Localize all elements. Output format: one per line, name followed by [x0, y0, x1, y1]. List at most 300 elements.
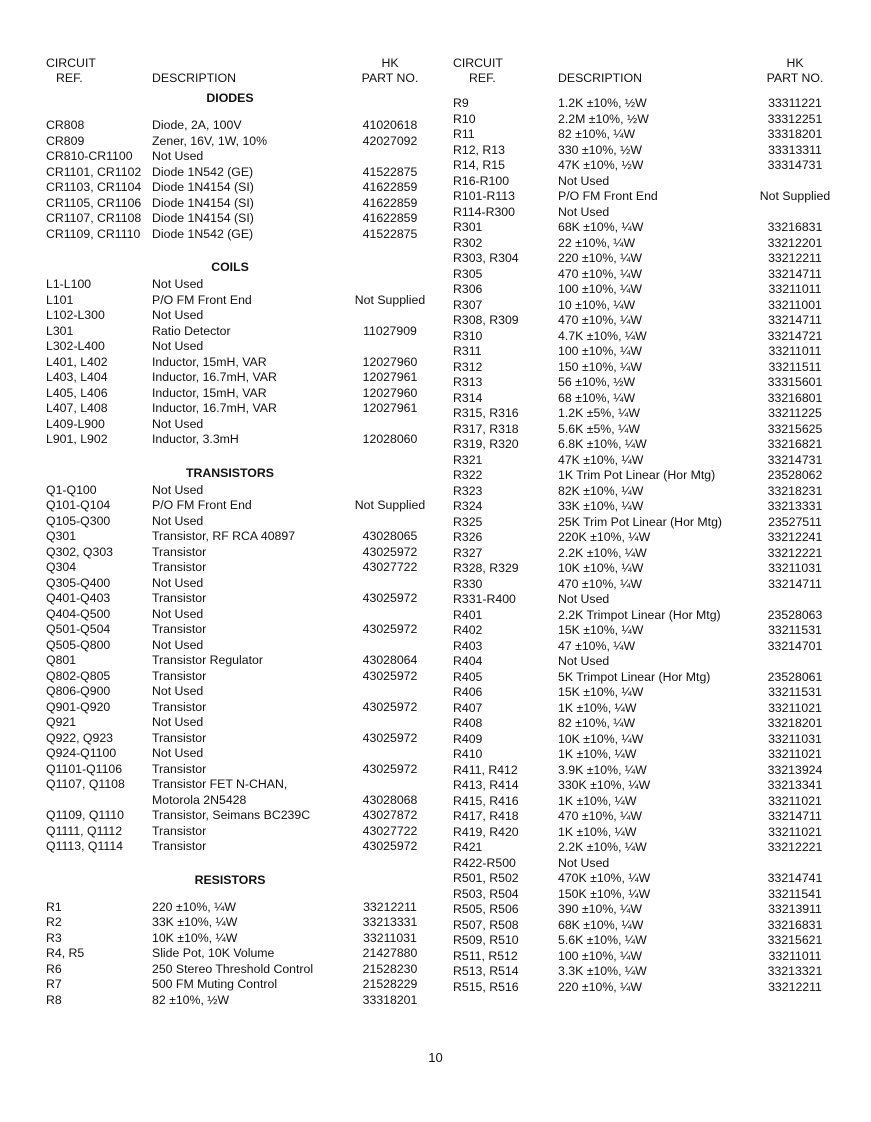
part-description: Diode 1N4154 (SI) — [152, 211, 254, 225]
circuit-ref: R509, R510 — [453, 933, 519, 947]
part-row — [46, 355, 441, 371]
part-description: Not Used — [152, 746, 204, 760]
part-description: P/O FM Front End — [558, 189, 658, 203]
part-description: 1K ±10%, ¼W — [558, 700, 637, 715]
hk-part-number: Not Supplied — [354, 292, 426, 307]
circuit-ref: Q1101-Q1106 — [46, 761, 123, 776]
hk-part-number: 33211531 — [768, 685, 822, 699]
part-description: 470 ±10%, ¼W — [558, 576, 642, 591]
part-description: 1.2K ±10%, ½W — [558, 96, 647, 110]
part-row — [453, 127, 848, 143]
circuit-ref: R325 — [453, 514, 483, 529]
circuit-ref: R327 — [453, 545, 483, 560]
part-description: Transistor Regulator — [152, 653, 263, 667]
part-row — [46, 777, 441, 793]
part-row — [453, 670, 848, 686]
circuit-ref: R11 — [453, 127, 475, 141]
part-row — [46, 839, 441, 855]
part-row — [46, 196, 441, 212]
circuit-ref: Q922, Q923 — [46, 730, 113, 745]
circuit-ref: R507, R508 — [453, 917, 519, 932]
part-description: 3.9K ±10%, ¼W — [558, 762, 647, 777]
part-description: 1.2K ±5%, ¼W — [558, 406, 640, 420]
hk-part-number: Not Supplied — [759, 189, 831, 203]
circuit-ref: R6 — [46, 961, 62, 976]
part-row — [453, 685, 848, 701]
part-row — [46, 824, 441, 840]
circuit-ref: R326 — [453, 530, 483, 544]
part-row — [453, 871, 848, 887]
part-row — [46, 149, 441, 165]
part-description: Not Used — [558, 592, 610, 606]
circuit-ref: R311 — [453, 344, 482, 358]
hk-part-number: 33214711 — [768, 809, 822, 823]
part-description: Transistor, Seimans BC239C — [152, 808, 311, 822]
part-description: 100 ±10%, ¼W — [558, 948, 642, 963]
part-row — [46, 638, 441, 654]
part-description: 470K ±10%, ¼W — [558, 871, 651, 885]
resistors-section-title: RESISTORS — [194, 872, 266, 887]
hk-part-number: 33213341 — [767, 778, 823, 792]
part-row — [453, 174, 848, 190]
hk-part-number: 33213924 — [767, 762, 823, 777]
circuit-heading: CIRCUIT — [453, 56, 503, 70]
hk-part-number: 23528063 — [767, 607, 823, 622]
part-description: Transistor — [152, 560, 207, 574]
part-description: Zener, 16V, 1W, 10% — [152, 133, 268, 148]
circuit-ref: R315, R316 — [453, 406, 519, 420]
hk-part-number: 33213321 — [767, 964, 823, 978]
circuit-ref: R303, R304 — [453, 251, 519, 265]
hk-part-number: 12027961 — [362, 401, 418, 415]
part-description: 10K ±10%, ¼W — [558, 561, 644, 575]
part-row — [46, 762, 441, 778]
part-description: 1K ±10%, ¼W — [558, 824, 637, 839]
circuit-ref: R330 — [453, 576, 483, 591]
part-row — [453, 933, 848, 949]
part-no-heading: PART NO. — [766, 71, 824, 85]
part-row — [453, 902, 848, 918]
part-description: Transistor — [152, 544, 207, 559]
part-description: 68 ±10%, ¼W — [558, 390, 636, 405]
coils-list — [46, 277, 441, 448]
part-row — [46, 808, 441, 824]
part-description: 390 ±10%, ¼W — [558, 902, 642, 916]
part-row — [46, 715, 441, 731]
part-description: 5K Trimpot Linear (Hor Mtg) — [558, 669, 711, 684]
hk-part-number: 41622859 — [362, 211, 418, 225]
circuit-ref: Q801 — [46, 653, 77, 667]
circuit-ref: Q1113, Q1114 — [46, 839, 124, 853]
circuit-ref: R12, R13 — [453, 142, 505, 157]
part-row — [453, 794, 848, 810]
part-description: Transistor FET N-CHAN, — [152, 777, 288, 791]
circuit-ref: CR808 — [46, 118, 85, 132]
description-heading: DESCRIPTION — [558, 71, 643, 85]
part-description: Not Used — [152, 308, 204, 322]
hk-part-number: 33216801 — [767, 390, 823, 405]
hk-part-number: 43025972 — [362, 668, 418, 683]
part-row — [46, 684, 441, 700]
hk-part-number: 33214741 — [767, 871, 823, 885]
circuit-ref: Q1109, Q1110 — [46, 808, 124, 822]
circuit-ref: R323 — [453, 483, 483, 498]
part-description: Transistor, RF RCA 40897 — [152, 529, 296, 543]
circuit-ref: CR1109, CR1110 — [46, 226, 141, 241]
part-row — [46, 977, 441, 993]
hk-part-number: 33214711 — [768, 313, 822, 327]
circuit-ref: R422-R500 — [453, 855, 516, 870]
circuit-ref: R513, R514 — [453, 964, 519, 978]
circuit-ref: CR1101, CR1102 — [46, 164, 142, 179]
circuit-ref: Q501-Q504 — [46, 622, 111, 636]
part-description: Inductor, 16.7mH, VAR — [152, 370, 277, 384]
part-description: 47 ±10%, ¼W — [558, 638, 636, 653]
hk-part-number: 33212221 — [767, 840, 823, 854]
part-description: 250 Stereo Threshold Control — [152, 961, 314, 976]
part-row — [46, 962, 441, 978]
hk-part-number: 21528230 — [362, 961, 418, 976]
part-description: 4.7K ±10%, ¼W — [558, 328, 647, 343]
part-row — [453, 918, 848, 934]
hk-part-number: 33211031 — [363, 930, 417, 945]
part-row — [453, 96, 848, 112]
circuit-ref: R319, R320 — [453, 437, 519, 451]
hk-part-number: 33212211 — [768, 251, 822, 265]
part-row — [453, 701, 848, 717]
part-description: 470 ±10%, ¼W — [558, 313, 642, 327]
part-description: 330K ±10%, ¼W — [558, 778, 651, 792]
part-description: 220 ±10%, ¼W — [558, 979, 642, 994]
part-description: Transistor — [152, 591, 207, 605]
part-row — [453, 360, 848, 376]
part-description: Diode 1N4154 (SI) — [152, 195, 254, 210]
hk-part-number: 43027722 — [362, 560, 418, 574]
part-description: 56 ±10%, ½W — [558, 375, 636, 389]
part-description: Transistor — [152, 823, 207, 838]
circuit-ref: R405 — [453, 669, 483, 684]
part-description: Diode 1N542 (GE) — [152, 164, 254, 179]
part-description: 33K ±10%, ¼W — [152, 915, 238, 929]
part-row — [46, 993, 441, 1009]
circuit-ref: Q304 — [46, 560, 77, 574]
part-row — [46, 576, 441, 592]
part-description: 1K ±10%, ¼W — [558, 747, 637, 761]
part-description: 25K Trim Pot Linear (Hor Mtg) — [558, 514, 723, 529]
circuit-ref: L409-L900 — [46, 416, 105, 431]
circuit-ref: R402 — [453, 623, 483, 637]
transistors-list — [46, 483, 441, 855]
part-description: Transistor — [152, 839, 207, 853]
circuit-ref: R413, R414 — [453, 778, 519, 792]
part-row — [453, 298, 848, 314]
circuit-ref: R4, R5 — [46, 946, 85, 960]
hk-part-number: 33211021 — [768, 700, 822, 715]
part-description: 22 ±10%, ¼W — [558, 235, 636, 250]
circuit-ref: R511, R512 — [453, 948, 518, 963]
part-row — [46, 417, 441, 433]
part-description: P/O FM Front End — [152, 498, 252, 512]
part-description: 10K ±10%, ¼W — [152, 930, 238, 945]
circuit-ref: CR810-CR1100 — [46, 149, 133, 163]
part-row — [453, 530, 848, 546]
hk-part-number: 43028068 — [362, 792, 418, 807]
circuit-ref: R16-R100 — [453, 173, 510, 188]
hk-part-number: 41622859 — [362, 180, 418, 194]
part-description: Diode 1N4154 (SI) — [152, 180, 254, 194]
circuit-ref: L101 — [46, 292, 74, 307]
hk-part-number: 33211511 — [768, 359, 822, 374]
part-row — [453, 577, 848, 593]
hk-part-number: 33211541 — [768, 886, 822, 901]
circuit-ref: Q924-Q1100 — [46, 746, 117, 760]
part-row — [46, 915, 441, 931]
part-row — [46, 432, 441, 448]
part-row — [46, 324, 441, 340]
circuit-ref: R321 — [453, 452, 483, 467]
circuit-ref: Q802-Q805 — [46, 668, 111, 683]
part-description: 220 ±10%, ¼W — [152, 899, 236, 914]
part-row — [453, 716, 848, 732]
right-table-header — [453, 56, 848, 88]
hk-part-number: 42027092 — [362, 133, 418, 148]
ref-heading: REF. — [56, 71, 83, 85]
hk-part-number: 43025972 — [362, 839, 418, 853]
part-row — [46, 529, 441, 545]
part-row — [453, 205, 848, 221]
circuit-ref: R415, R416 — [453, 793, 519, 808]
hk-part-number: 23528062 — [767, 468, 823, 482]
hk-part-number: 33216831 — [767, 220, 823, 234]
part-description: Diode, 2A, 100V — [152, 118, 242, 132]
description-heading: DESCRIPTION — [152, 71, 237, 85]
hk-part-number: 23528061 — [767, 669, 823, 684]
part-description: Slide Pot, 10K Volume — [152, 946, 275, 960]
circuit-ref: R328, R329 — [453, 561, 519, 575]
hk-part-number: 33213331 — [767, 499, 823, 513]
part-row — [453, 484, 848, 500]
circuit-ref: R101-R113 — [453, 189, 515, 203]
circuit-ref: Q302, Q303 — [46, 544, 113, 559]
hk-part-number: 21427880 — [362, 946, 418, 960]
part-description: 68K ±10%, ¼W — [558, 220, 644, 234]
part-description: 220 ±10%, ¼W — [558, 251, 642, 265]
part-row — [453, 422, 848, 438]
part-row — [46, 308, 441, 324]
part-description: Motorola 2N5428 — [152, 792, 247, 807]
hk-part-number: 43025972 — [362, 622, 418, 636]
hk-part-number: 33211531 — [768, 623, 822, 637]
hk-part-number: 12027960 — [362, 354, 418, 369]
circuit-ref: R9 — [453, 96, 469, 110]
part-description: Not Used — [152, 575, 204, 590]
hk-part-number: 41522875 — [362, 164, 418, 179]
part-row — [453, 980, 848, 996]
part-row — [46, 227, 441, 243]
circuit-ref: L302-L400 — [46, 339, 105, 353]
hk-part-number: 43028064 — [362, 653, 418, 667]
part-description: Not Used — [558, 204, 610, 219]
part-description: Not Used — [152, 149, 204, 163]
part-description: Not Used — [152, 277, 204, 291]
part-description: 100 ±10%, ¼W — [558, 344, 642, 358]
hk-part-number: 33212211 — [768, 979, 822, 994]
circuit-ref: CR809 — [46, 133, 85, 148]
part-row — [453, 747, 848, 763]
part-description: 82 ±10%, ¼W — [558, 716, 636, 730]
part-description: 68K ±10%, ¼W — [558, 917, 644, 932]
part-description: 82 ±10%, ½W — [152, 992, 230, 1007]
part-row — [46, 339, 441, 355]
part-row — [453, 313, 848, 329]
part-row — [46, 560, 441, 576]
part-row — [46, 293, 441, 309]
hk-part-number: 23527511 — [768, 514, 822, 529]
circuit-ref: Q921 — [46, 715, 77, 729]
part-row — [453, 623, 848, 639]
hk-part-number: 33211031 — [768, 561, 822, 575]
part-description: 47K ±10%, ½W — [558, 158, 644, 172]
hk-part-number: 33211225 — [768, 406, 822, 420]
right-column — [453, 56, 848, 995]
circuit-ref: Q806-Q900 — [46, 684, 111, 698]
circuit-ref: R310 — [453, 328, 483, 343]
hk-part-number: 33215625 — [767, 421, 823, 436]
circuit-ref: Q301 — [46, 529, 77, 543]
part-description: Transistor — [152, 622, 207, 636]
part-description: Not Used — [558, 173, 610, 188]
hk-part-number: 33211021 — [768, 824, 822, 839]
part-row — [453, 437, 848, 453]
part-row — [46, 211, 441, 227]
part-row — [453, 654, 848, 670]
hk-part-number: 33211021 — [768, 793, 822, 808]
circuit-ref: L102-L300 — [46, 308, 105, 322]
part-description: 470 ±10%, ¼W — [558, 809, 642, 823]
circuit-ref: Q505-Q800 — [46, 637, 111, 652]
circuit-ref: R324 — [453, 499, 483, 513]
hk-part-number: 43025972 — [362, 761, 418, 776]
hk-part-number: 41522875 — [362, 226, 418, 241]
circuit-ref: R411, R412 — [453, 762, 518, 777]
hk-heading: HK — [786, 56, 804, 70]
part-row — [453, 112, 848, 128]
hk-part-number: 33216831 — [767, 917, 823, 932]
hk-part-number: 41622859 — [362, 195, 418, 210]
circuit-ref: L401, L402 — [46, 354, 108, 369]
hk-part-number: 33311221 — [768, 96, 822, 110]
part-row — [453, 143, 848, 159]
part-description: Inductor, 15mH, VAR — [152, 385, 267, 400]
circuit-ref: R419, R420 — [453, 824, 519, 839]
part-description: 6.8K ±10%, ¼W — [558, 437, 647, 451]
hk-part-number: 43027722 — [362, 823, 418, 838]
circuit-ref: R409 — [453, 731, 483, 746]
part-row — [453, 282, 848, 298]
hk-part-number: 43025972 — [362, 591, 418, 605]
hk-part-number: 33315601 — [767, 375, 823, 389]
part-row — [453, 468, 848, 484]
hk-part-number: 43025972 — [362, 544, 418, 559]
hk-part-number: 33212201 — [767, 235, 823, 250]
part-row — [453, 949, 848, 965]
circuit-ref: R7 — [46, 977, 62, 991]
part-row — [453, 840, 848, 856]
part-description: Transistor — [152, 668, 207, 683]
part-row — [46, 607, 441, 623]
hk-part-number: 43028065 — [362, 529, 418, 543]
part-description: Not Used — [152, 416, 204, 431]
part-description: Not Used — [152, 606, 204, 621]
hk-part-number: 33215621 — [767, 933, 823, 947]
circuit-ref: L1-L100 — [46, 277, 92, 291]
circuit-ref: Q404-Q500 — [46, 606, 111, 621]
part-row — [453, 453, 848, 469]
part-row — [453, 267, 848, 283]
part-row — [453, 732, 848, 748]
hk-part-number: 33211021 — [768, 747, 822, 761]
hk-part-number: 33214701 — [767, 638, 823, 653]
part-row — [46, 545, 441, 561]
hk-part-number: 33213331 — [362, 915, 418, 929]
hk-part-number: 41020618 — [362, 118, 418, 132]
circuit-ref: R403 — [453, 638, 483, 653]
circuit-ref: CR1107, CR1108 — [46, 211, 142, 225]
part-description: Not Used — [558, 654, 610, 668]
part-description: 5.6K ±5%, ¼W — [558, 421, 640, 436]
hk-part-number: 33216821 — [767, 437, 823, 451]
part-row — [453, 158, 848, 174]
hk-part-number: 33211001 — [768, 297, 822, 312]
part-row — [453, 964, 848, 980]
circuit-ref: R404 — [453, 654, 483, 668]
part-row — [453, 329, 848, 345]
circuit-ref: R114-R300 — [453, 204, 515, 219]
part-row — [453, 499, 848, 515]
part-description: 2.2K ±10%, ¼W — [558, 840, 647, 854]
hk-part-number: 33211031 — [768, 731, 822, 746]
part-row — [46, 946, 441, 962]
hk-part-number: 43027872 — [362, 808, 418, 822]
part-row — [453, 825, 848, 841]
circuit-ref: L407, L408 — [46, 401, 108, 415]
part-description: 10K ±10%, ¼W — [558, 731, 644, 746]
hk-part-number: 33212241 — [767, 530, 823, 544]
part-description: 150 ±10%, ¼W — [558, 359, 642, 374]
part-row — [46, 370, 441, 386]
hk-part-number: 33211011 — [768, 344, 822, 358]
hk-heading: HK — [381, 56, 399, 70]
part-description: 220K ±10%, ¼W — [558, 530, 651, 544]
part-row — [46, 900, 441, 916]
part-row — [46, 591, 441, 607]
circuit-ref: CR1103, CR1104 — [46, 180, 142, 194]
part-row — [453, 608, 848, 624]
part-description: P/O FM Front End — [152, 292, 252, 307]
part-description: 1K ±10%, ¼W — [558, 793, 637, 808]
part-description: Inductor, 16.7mH, VAR — [152, 401, 277, 415]
hk-part-number: 33211011 — [768, 948, 822, 963]
circuit-ref: L405, L406 — [46, 385, 108, 400]
circuit-ref: R314 — [453, 390, 483, 405]
circuit-ref: Q1111, Q1112 — [46, 823, 123, 838]
part-description: Transistor — [152, 761, 207, 776]
part-no-heading: PART NO. — [361, 71, 419, 85]
circuit-heading: CIRCUIT — [46, 56, 96, 70]
part-description: 47K ±10%, ¼W — [558, 452, 644, 467]
page-number: 10 — [428, 1050, 443, 1065]
part-row — [453, 856, 848, 872]
